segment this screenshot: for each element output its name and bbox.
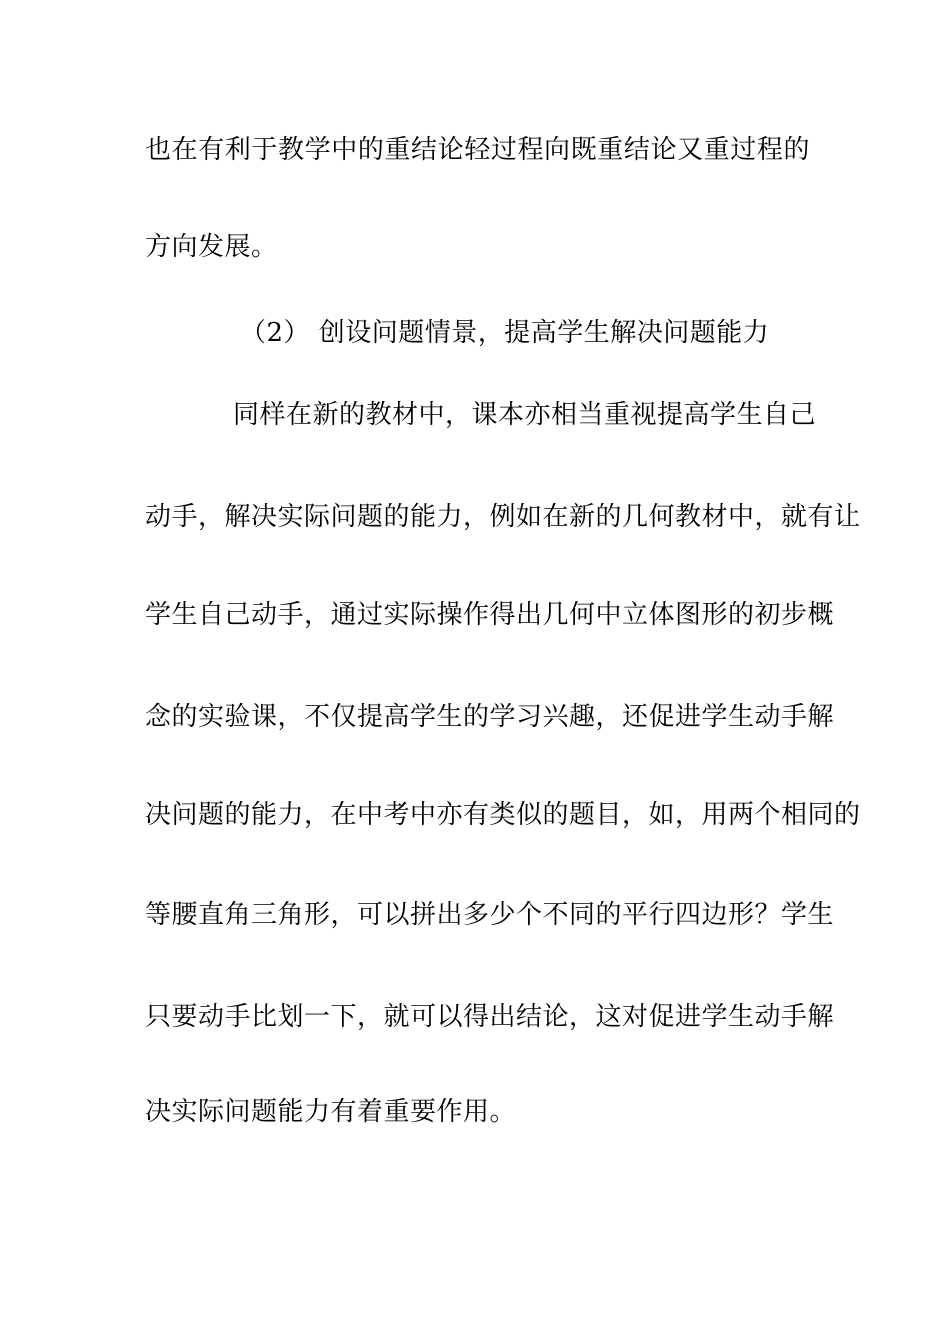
paragraph-line-4: 动手，解决实际问题的能力，例如在新的几何教材中，就有让: [145, 502, 861, 532]
paragraph-line-3: 同样在新的教材中，课本亦相当重视提高学生自己: [233, 400, 817, 430]
section-heading: （2） 创设问题情景，提高学生解决问题能力: [240, 318, 770, 348]
paragraph-line-5: 学生自己动手，通过实际操作得出几何中立体图形的初步概: [145, 600, 835, 630]
paragraph-line-1: 也在有利于教学中的重结论轻过程向既重结论又重过程的: [145, 135, 810, 165]
paragraph-line-7: 决问题的能力，在中考中亦有类似的题目，如，用两个相同的: [145, 800, 861, 830]
paragraph-line-10: 决实际问题能力有着重要作用。: [145, 1097, 517, 1127]
paragraph-line-9: 只要动手比划一下，就可以得出结论，这对促进学生动手解: [145, 1002, 835, 1032]
paragraph-line-2: 方向发展。: [145, 232, 278, 262]
paragraph-line-6: 念的实验课，不仅提高学生的学习兴趣，还促进学生动手解: [145, 702, 835, 732]
paragraph-line-8: 等腰直角三角形，可以拼出多少个不同的平行四边形？学生: [145, 900, 835, 930]
